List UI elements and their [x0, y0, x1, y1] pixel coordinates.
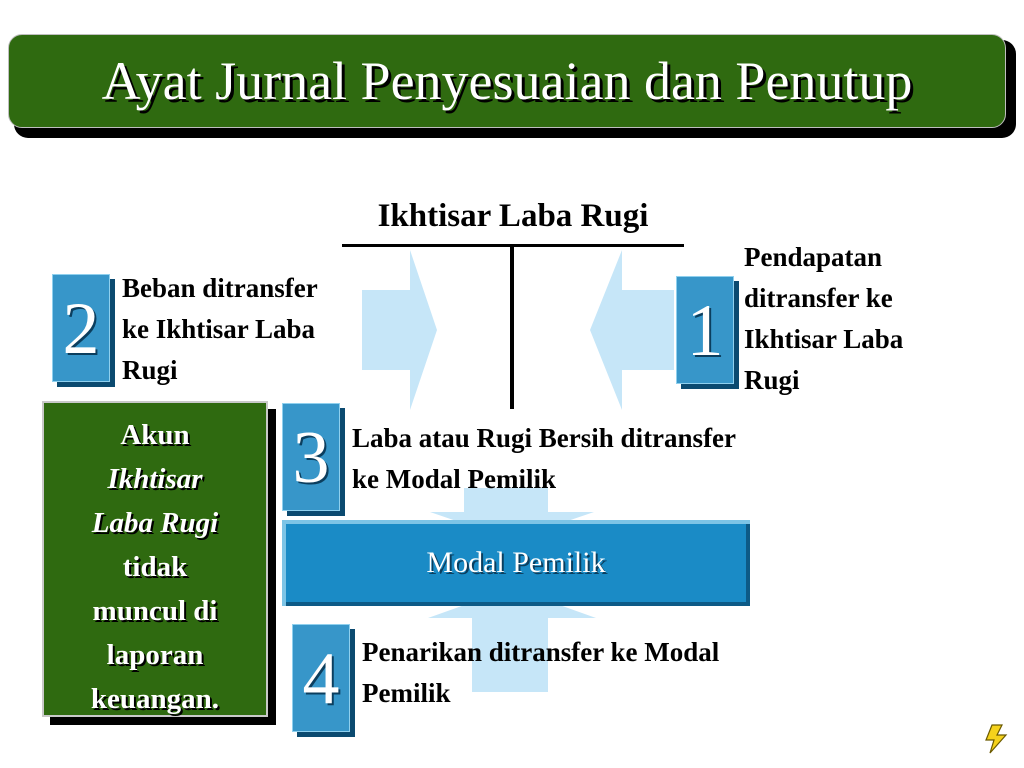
step-4-line1: Penarikan ditransfer ke Modal	[362, 637, 720, 667]
note-line7: keuangan.	[90, 683, 220, 715]
modal-pemilik-label: Modal Pemilik	[426, 546, 606, 579]
step-4-number: 4	[292, 624, 350, 732]
step-1-label	[744, 237, 903, 401]
t-account-vertical-line	[510, 247, 514, 409]
t-account-title: Ikhtisar Laba Rugi	[377, 198, 649, 234]
step-2-label	[122, 268, 318, 391]
step-4-label	[362, 632, 719, 714]
note-box	[42, 401, 268, 717]
step-1-number: 1	[676, 276, 734, 384]
note-line3: Laba Rugi	[91, 507, 219, 539]
step-3-line2: ke Modal Pemilik	[352, 464, 556, 494]
arrow-left-icon	[590, 250, 674, 410]
page-title: Ayat Jurnal Penyesuaian dan Penutup	[101, 51, 913, 111]
note-line5: muncul di	[92, 595, 218, 627]
step-1-line3: Ikhtisar Laba	[744, 324, 904, 354]
note-line1: Akun	[120, 419, 190, 451]
note-line2: Ikhtisar	[107, 463, 203, 495]
step-1-line2: ditransfer ke	[744, 283, 893, 313]
lightning-icon[interactable]	[982, 724, 1010, 754]
step-2-number: 2	[52, 274, 110, 382]
step-3-label	[352, 418, 736, 500]
step-3-number: 3	[282, 403, 340, 511]
step-3-line1: Laba atau Rugi Bersih ditransfer	[352, 423, 737, 453]
step-2-line3: Rugi	[122, 355, 178, 385]
step-2-line2: ke Ikhtisar Laba	[122, 314, 316, 344]
note-line4: tidak	[122, 551, 188, 583]
step-4-line2: Pemilik	[362, 678, 451, 708]
step-1-line4: Rugi	[744, 365, 800, 395]
step-1-line1: Pendapatan	[744, 242, 883, 272]
arrow-right-icon	[362, 250, 437, 410]
step-2-line1: Beban ditransfer	[122, 273, 318, 303]
note-line6: laporan	[106, 639, 204, 671]
